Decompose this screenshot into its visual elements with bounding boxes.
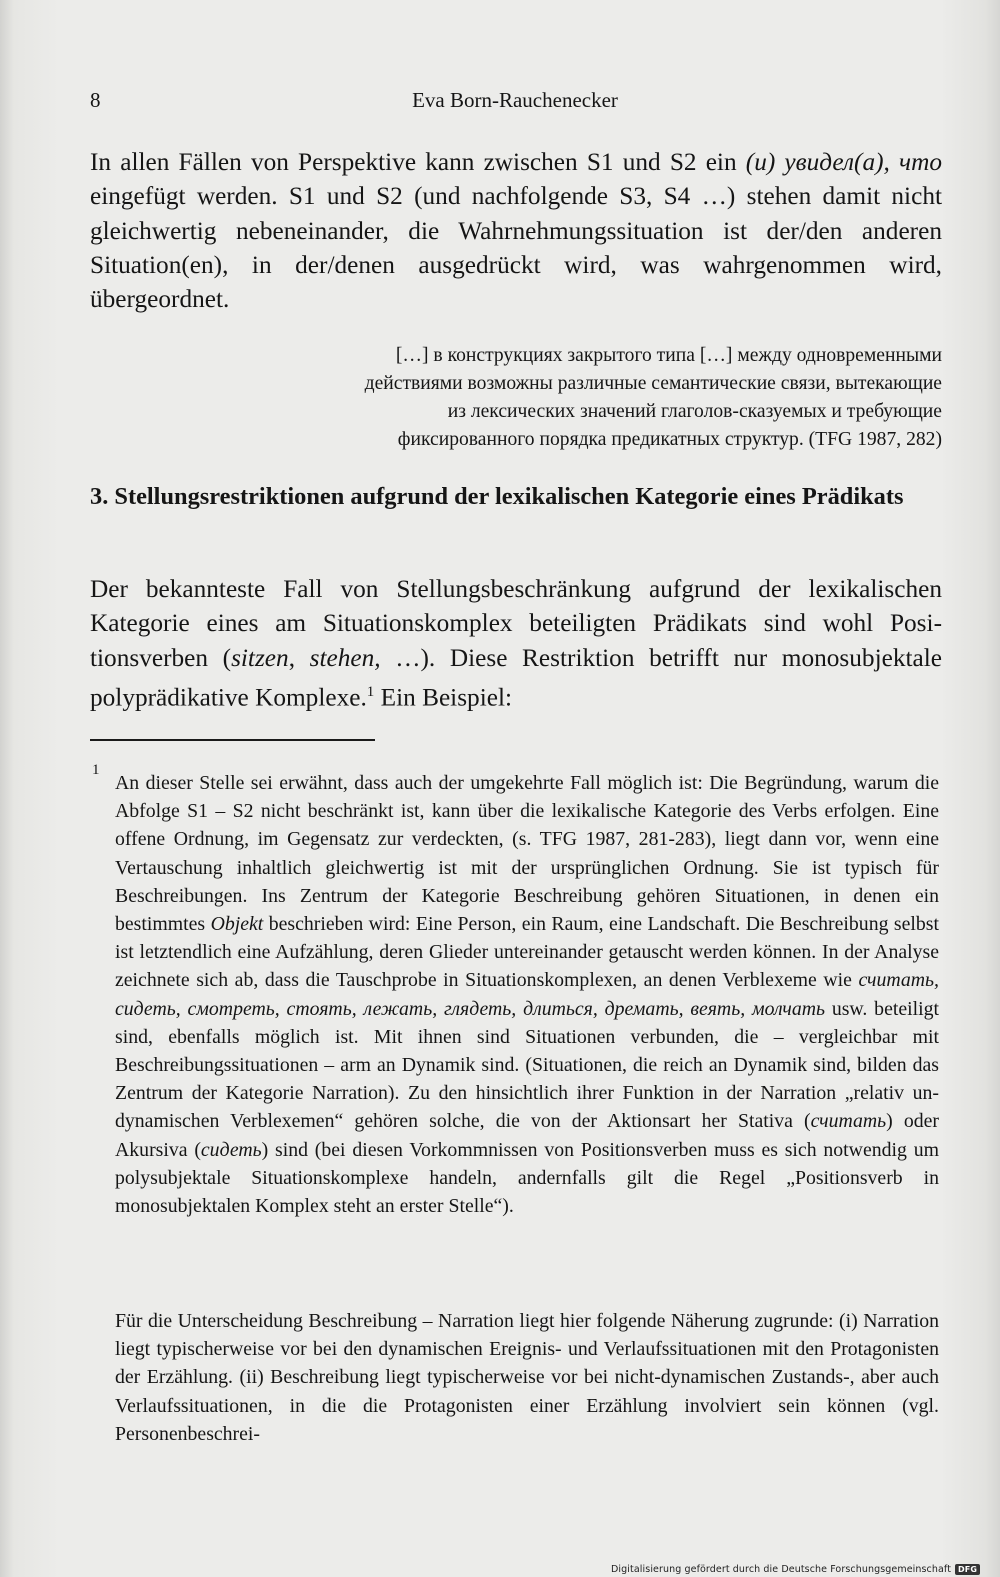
quote-line: из лексических значений глаголов-сказуемых и требующие	[447, 401, 942, 422]
russian-phrase: (и) увидел(а), что	[745, 148, 942, 176]
russian-verb-list: считать, сидеть, смотреть, стоять, лежать, глядеть, длиться, дремать, веять, молчать	[115, 969, 939, 1020]
block-quote	[212, 342, 942, 454]
footnote-mark: 1	[92, 762, 100, 778]
quote-line: действиями возможны различные семантические связи, вытекающие	[364, 373, 942, 394]
dfg-logo-icon: DFG	[955, 1564, 980, 1575]
page-header	[90, 88, 940, 118]
example-verb: sitzen	[231, 643, 289, 672]
footnote-text-continued: Für die Unterscheidung Beschreibung – Narration liegt hier folgende Näherung zugrunde: (i) Narration liegt typischerweise vor bei den dynamischen Ereignis- und Verlaufssituationen mit den Protagonisten der Erzählung. (ii) Beschreibung liegt typischerweise vor bei nicht-dynamischen Zustands-, aber auch Verlaufssituationen, in die die Protagonisten einer Erzählung involviert sein können (vgl. Personenbeschrei-	[115, 1310, 939, 1445]
example-verb: stehen,	[309, 643, 381, 672]
text-run: beschrieben wird: Eine Person, ein Raum, eine Landschaft. Die Beschreibung selbst ist letztendlich eine Aufzählung, deren Glieder untereinander getauscht werden können. In der Analyse zeichnete sich ab, dass die Tauschprobe in Situationskomplexen, an denen Verblexeme wie	[115, 913, 939, 992]
quote-line: […] в конструкциях закрытого типа […] между одновременными	[395, 345, 942, 366]
section-heading: 3. Stellungsrestriktionen aufgrund der lexikalischen Kategorie eines Prädikats	[90, 483, 904, 510]
text-run: ) sind (bei diesen Vorkommnissen von Positionsverben muss es sich notwendig um polysubjektale Situationskomplexe handeln, andernfalls gilt die Regel „Positionsverb in monosubjektalen Komplex steht an erster Stelle“).	[115, 1138, 939, 1218]
text-run: ) oder Akursiva (	[115, 1110, 940, 1161]
emphasis: Objekt	[210, 913, 264, 936]
credit-text: Digitalisierung gefördert durch die Deutsche Forschungsgemeinschaft	[611, 1564, 952, 1575]
text-run: Ein Beispiel:	[374, 683, 513, 712]
text-run: Der bekannteste Fall von Stellungsbeschränkung aufgrund der lexikalischen Kategorie eines am Situationskomplex beteiligten Prädikats sind wohl Positionsverben (	[90, 575, 942, 672]
text-run: …). Diese Restriktion betrifft nur monosubjektale polyprädikative Komplexe.	[90, 643, 942, 712]
text-run: usw. beteiligt sind, ebenfalls möglich ist. Mit ihnen sind Situationen verbunden, die – vergleichbar mit Beschreibungssituationen – arm an Dynamik sind. (Situationen, die reich an Dynamik sind, bilden das Zentrum der Kategorie Narration). Zu den hinsichtlich ihrer Funktion in der Narration „relativ undynamischen Verblexemen“ gehören solche, die von der Aktionsart her Stativa (	[115, 997, 939, 1133]
text-run: eingefügt werden. S1 und S2 (und nachfolgende S3, S4 …) stehen damit nicht gleichwertig nebeneinander, die Wahrnehmungssituation ist der/den anderen Situation(en), in der/denen ausgedrückt wird, was wahrgenommen wird, übergeordnet.	[90, 182, 942, 314]
text-run: ,	[288, 643, 310, 672]
footnote-reference: 1	[366, 683, 375, 700]
page-number: 8	[90, 88, 101, 112]
running-title: Eva Born-Rauchenecker	[412, 88, 618, 112]
russian-verb: сидеть	[200, 1138, 262, 1161]
footnote-text	[115, 769, 939, 1220]
body-paragraph-2	[90, 572, 942, 715]
footnote-divider	[90, 739, 375, 741]
digitization-credit	[611, 1564, 980, 1575]
body-paragraph-1	[90, 145, 942, 316]
russian-verb: считать	[810, 1110, 887, 1133]
quote-line: фиксированного порядка предикатных структур. (TFG 1987, 282)	[397, 429, 942, 450]
text-run: An dieser Stelle sei erwähnt, dass auch der umgekehrte Fall möglich ist: Die Begründung, warum die Abfolge S1 – S2 nicht beschränkt ist, kann über die lexikalische Kategorie des Verbs erfolgen. Eine offene Ordnung, im Gegensatz zur verdeckten, (s. TFG 1987, 281-283), liegt dann vor, wenn eine Vertauschung inhaltlich gleichwertig ist mit der ursprünglichen Ordnung. Sie ist typisch für Beschreibungen. Ins Zentrum der Kategorie Beschreibung gehören Situationen, in denen ein bestimmtes	[115, 772, 939, 936]
text-run: In allen Fällen von Perspektive kann zwischen S1 und S2 ein	[90, 148, 746, 176]
